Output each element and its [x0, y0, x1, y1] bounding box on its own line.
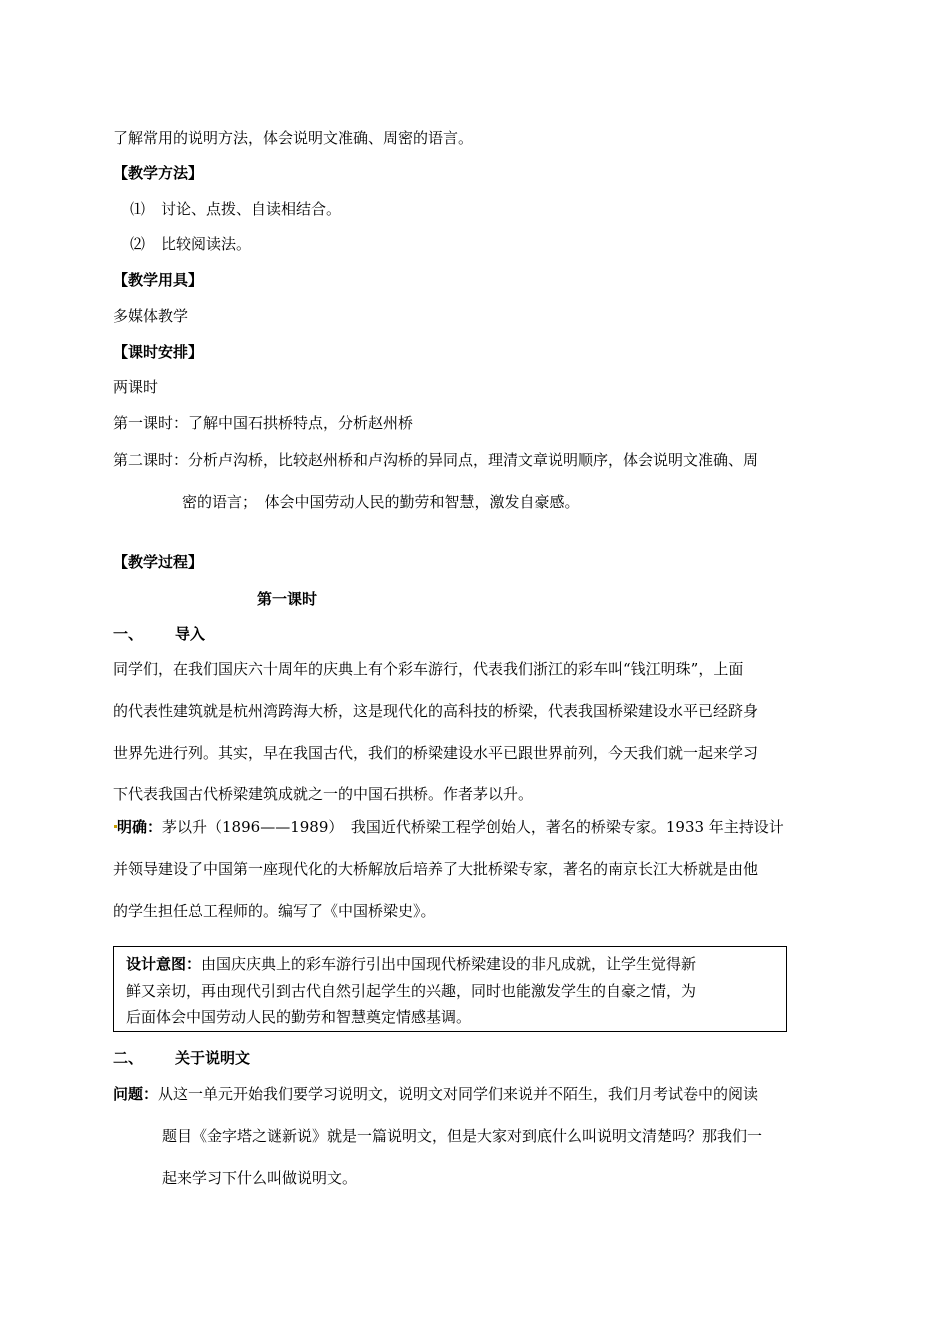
- part1-heading: [113, 623, 205, 645]
- method-item-text: 讨论、点拨、自读相结合。: [161, 200, 342, 218]
- schedule-first: 第一课时：了解中国石拱桥特点，分析赵州桥: [113, 414, 414, 432]
- design-line-1: [126, 953, 696, 975]
- question-line: 题目《金字塔之谜新说》就是一篇说明文，但是大家对到底什么叫说明文清楚吗？那我们一: [162, 1127, 763, 1145]
- question-line-1: [113, 1083, 758, 1105]
- design-label: 设计意图：: [126, 955, 202, 973]
- method-item-number: ⑴: [130, 200, 146, 218]
- intro-para-line: 的代表性建筑就是杭州湾跨海大桥，这是现代化的高科技的桥梁，代表我国桥梁建设水平已经跻身: [113, 702, 759, 720]
- lesson-title: 第一课时: [257, 590, 318, 608]
- methods-heading: 【教学方法】: [113, 164, 204, 182]
- question-text: 从这一单元开始我们要学习说明文，说明文对同学们来说并不陌生，我们月考试卷中的阅读: [158, 1085, 759, 1103]
- schedule-total: 两课时: [113, 378, 159, 396]
- design-intent-box: [113, 946, 787, 1032]
- intro-line: 了解常用的说明方法，体会说明文准确、周密的语言。: [113, 129, 474, 147]
- design-line: 后面体会中国劳动人民的勤劳和智慧奠定情感基调。: [126, 1008, 472, 1026]
- design-text: 由国庆庆典上的彩车游行引出中国现代桥梁建设的非凡成就，让学生觉得新: [201, 955, 697, 973]
- intro-para-line: 同学们，在我们国庆六十周年的庆典上有个彩车游行，代表我们浙江的彩车叫“钱江明珠”，上面: [113, 660, 744, 678]
- clarify-line: 并领导建设了中国第一座现代化的大桥解放后培养了大批桥梁专家，著名的南京长江大桥就是由他: [113, 860, 759, 878]
- part2-number: 二、: [113, 1049, 144, 1067]
- schedule-second-line1: 第二课时：分析卢沟桥，比较赵州桥和卢沟桥的异同点，理清文章说明顺序，体会说明文准确、周: [113, 451, 759, 469]
- intro-para-line: 世界先进行列。其实，早在我国古代，我们的桥梁建设水平已跟世界前列，今天我们就一起来学习: [113, 744, 759, 762]
- method-item-text: 比较阅读法。: [161, 235, 252, 253]
- clarify-line-1: [117, 816, 784, 838]
- intro-para-line: 下代表我国古代桥梁建筑成就之一的中国石拱桥。作者茅以升。: [113, 785, 534, 803]
- question-label: 问题：: [113, 1085, 159, 1103]
- clarify-line: 的学生担任总工程师的。编写了《中国桥梁史》。: [113, 902, 436, 920]
- part2-heading: [113, 1047, 250, 1069]
- method-item-1: [130, 198, 341, 220]
- design-line: 鲜又亲切，再由现代引到古代自然引起学生的兴趣，同时也能激发学生的自豪之情，为: [126, 982, 697, 1000]
- tools-text: 多媒体教学: [113, 307, 189, 325]
- question-line: 起来学习下什么叫做说明文。: [162, 1169, 358, 1187]
- schedule-second-line2: 密的语言； 体会中国劳动人民的勤劳和智慧，激发自豪感。: [182, 493, 580, 511]
- tools-heading: 【教学用具】: [113, 271, 204, 289]
- clarify-label: 明确：: [117, 818, 163, 836]
- part1-number: 一、: [113, 625, 144, 643]
- method-item-number: ⑵: [130, 235, 146, 253]
- part2-title: 关于说明文: [175, 1049, 251, 1067]
- clarify-text: 茅以升（1896——1989） 我国近代桥梁工程学创始人，著名的桥梁专家。1933 年主持设计: [162, 818, 784, 836]
- method-item-2: [130, 233, 251, 255]
- schedule-heading: 【课时安排】: [113, 343, 204, 361]
- process-heading: 【教学过程】: [113, 553, 204, 571]
- part1-title: 导入: [175, 625, 206, 643]
